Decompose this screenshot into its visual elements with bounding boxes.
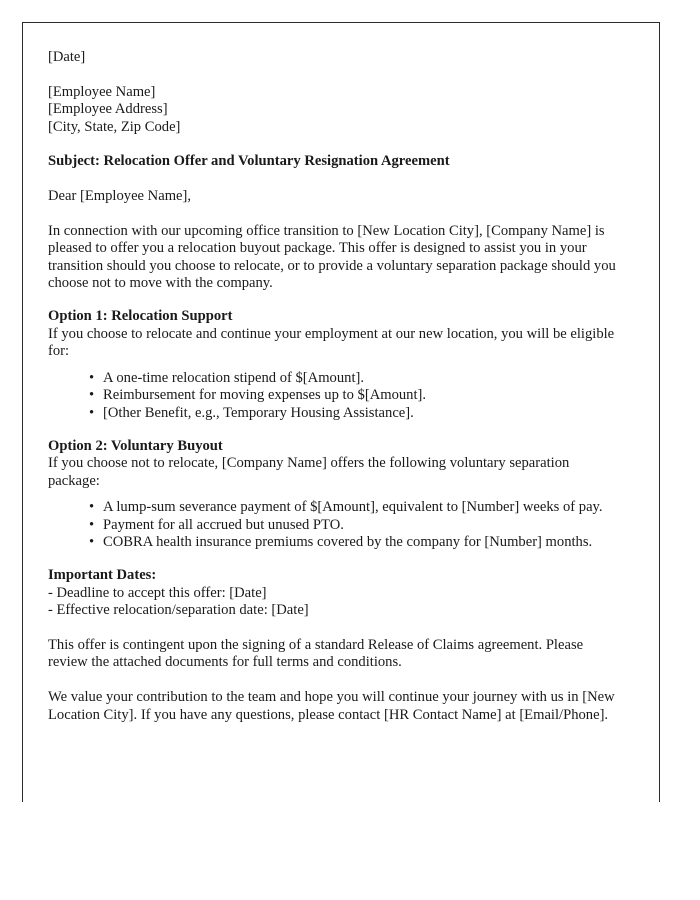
important-date-deadline: - Deadline to accept this offer: [Date]	[48, 584, 267, 601]
date-line: [Date]	[48, 49, 86, 65]
spacer	[48, 136, 620, 153]
spacer	[48, 67, 620, 84]
spacer	[48, 620, 620, 637]
recipient-address: [Employee Address]	[48, 101, 168, 118]
document-page	[22, 22, 660, 802]
list-item: • COBRA health insurance premiums covered by the company for [Number] months.	[89, 534, 620, 552]
spacer	[48, 171, 620, 188]
option-one-heading: Option 1: Relocation Support	[48, 307, 233, 324]
spacer	[48, 206, 620, 223]
intro-paragraph: In connection with our upcoming office transition to [New Location City], [Company Name] is pleased to offer you a relocation buyout package. This offer is designed to assist you in your transition should you choose to relocate, or to provide a voluntary separation package should you choose not to move with the company.	[48, 222, 616, 292]
option-one-intro: If you choose to relocate and continue your employment at our new location, you will be eligible for:	[48, 325, 615, 360]
spacer	[48, 423, 620, 438]
spacer	[48, 361, 620, 370]
spacer	[48, 490, 620, 499]
recipient-city-state-zip: [City, State, Zip Code]	[48, 118, 181, 135]
contingency-paragraph: This offer is contingent upon the signing of a standard Release of Claims agreement. Please review the attached documents for full terms and conditions.	[48, 636, 584, 671]
list-item: • Reimbursement for moving expenses up to $[Amount].	[89, 387, 620, 405]
spacer	[48, 552, 620, 567]
list-item: • Payment for all accrued but unused PTO.	[89, 517, 620, 535]
important-date-effective: - Effective relocation/separation date: [Date]	[48, 602, 309, 619]
spacer	[48, 672, 620, 689]
closing-paragraph: We value your contribution to the team and hope you will continue your journey with us in [New Location City]. If you have any questions, please contact [HR Contact Name] at [Email/Phone].	[48, 689, 615, 723]
option-one-bullet-list	[48, 370, 620, 423]
option-two-intro: If you choose not to relocate, [Company Name] offers the following voluntary separation package:	[48, 455, 570, 489]
spacer	[48, 293, 620, 308]
option-two-bullet-list	[48, 499, 620, 552]
list-item: • A one-time relocation stipend of $[Amount].	[89, 370, 620, 388]
salutation: Dear [Employee Name],	[48, 187, 192, 204]
important-dates-heading: Important Dates:	[48, 567, 157, 584]
document-body	[48, 49, 620, 724]
option-two-heading: Option 2: Voluntary Buyout	[48, 437, 223, 454]
list-item: • A lump-sum severance payment of $[Amount], equivalent to [Number] weeks of pay.	[89, 499, 620, 517]
recipient-name: [Employee Name]	[48, 83, 156, 100]
list-item: • [Other Benefit, e.g., Temporary Housing Assistance].	[89, 405, 620, 423]
subject-line: Subject: Relocation Offer and Voluntary Resignation Agreement	[48, 153, 450, 170]
